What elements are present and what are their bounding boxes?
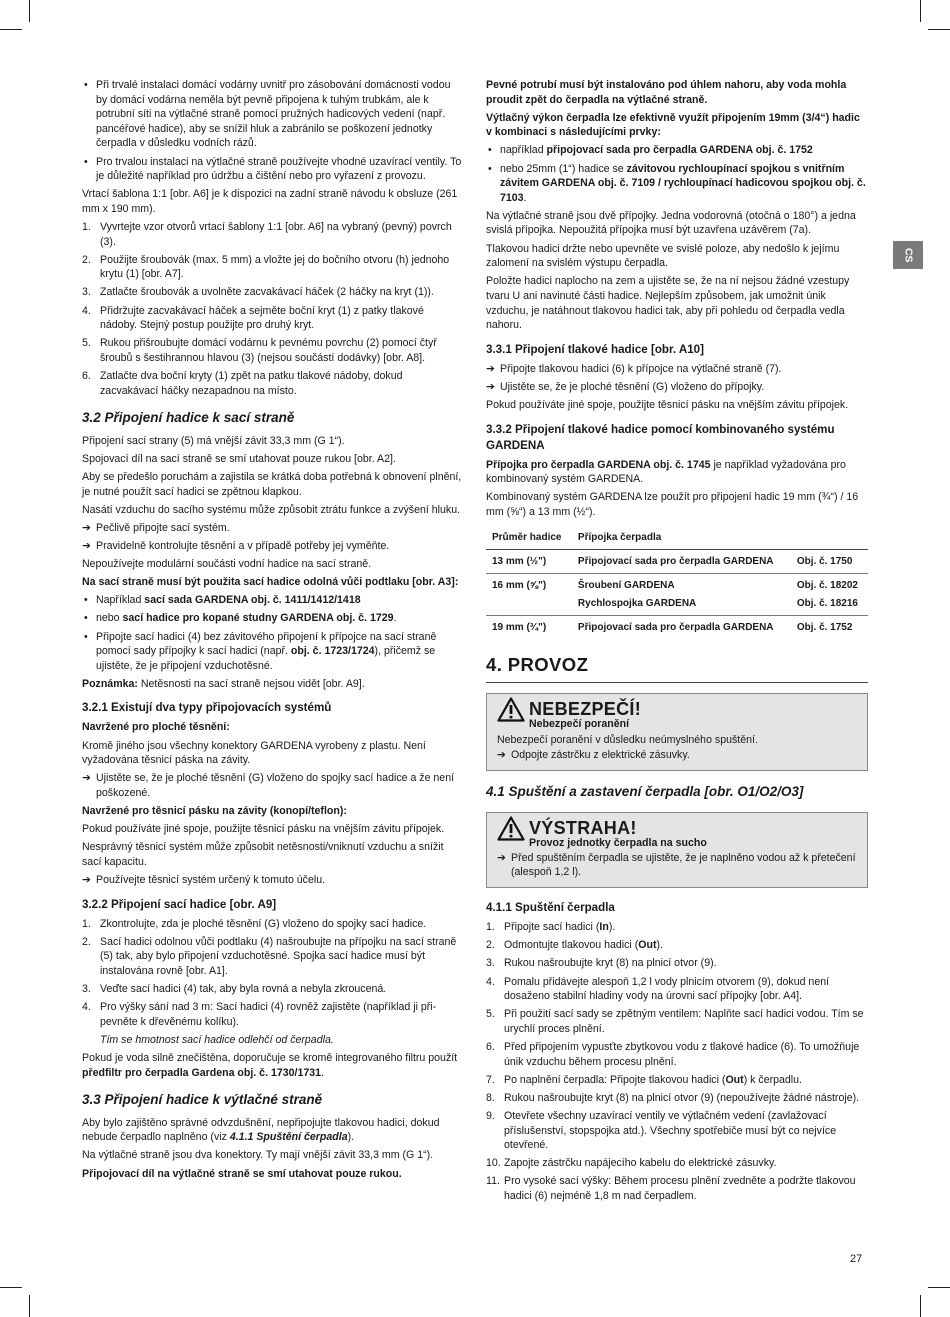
instruction: ➔ Před spuštěním čerpadla se ujistěte, že je naplněno vodou až k přetečení (alespoň 1,2 l). bbox=[497, 851, 856, 879]
list-item: 4. Pro výšky sání nad 3 m: Sací hadici (4) rovněž zajistěte (například ji připevněte k dřevěnému kolíku). bbox=[82, 1001, 437, 1028]
danger-text: Nebezpečí poranění v důsledku neúmyslného spuštění. bbox=[497, 733, 758, 746]
paragraph: Nesprávný těsnicí systém může způsobit netěsnosti/vniknutí vzduchu a snížit sací kapacitu. bbox=[82, 841, 444, 868]
crop-mark bbox=[0, 1287, 22, 1288]
table-cell: Šroubení GARDENA bbox=[572, 574, 791, 595]
list-item: 2. Odmontujte tlakovou hadici (Out). bbox=[486, 939, 663, 952]
list-item: 5. Rukou přišroubujte domácí vodárnu k pevnému povrchu (2) pomocí čtyř šroubů s šestihrannou hlavou (3) (nejsou součástí dodávky) [obr. A8]. bbox=[82, 337, 437, 364]
danger-subtitle: Nebezpečí poranění bbox=[529, 717, 630, 730]
list-item: 7. Po naplnění čerpadla: Připojte tlakovou hadici (Out) k čerpadlu. bbox=[486, 1073, 802, 1086]
list-item: 1. Vyvrtejte vzor otvorů vrtací šablony 1:1 [obr. A6] na vybraný (pevný) povrch (3). bbox=[82, 220, 452, 248]
install-steps bbox=[82, 220, 462, 398]
table-header-row bbox=[486, 527, 868, 549]
list-item: 4. Pomalu přidávejte alespoň 1,2 l vody plnicím otvorem (9), dokud není dosaženo stabilní hladiny vody na úrovni sací přípojky [obr. A4]. bbox=[486, 975, 830, 1003]
instruction: ➔ Pečlivě připojte sací systém. bbox=[82, 521, 230, 534]
list-item: 11. Pro vysoké sací výšky: Během procesu plnění zvedněte a podržte tlakovou hadici (6) nejméně 1,8 m nad čerpadlem. bbox=[486, 1175, 856, 1202]
caution-title: VÝSTRAHA! bbox=[529, 818, 637, 838]
table-cell: Obj. č. 18216 bbox=[796, 597, 858, 609]
instruction: ➔ Odpojte zástrčku z elektrické zásuvky. bbox=[497, 749, 690, 762]
table-cell: Rychlospojka GARDENA bbox=[577, 597, 697, 609]
instruction: ➔ Ujistěte se, že je ploché těsnění (G) vloženo do přípojky. bbox=[486, 380, 765, 393]
paragraph: Přípojka pro čerpadla GARDENA obj. č. 1745 je například vyžadována pro kombinovaný systém GARDENA. bbox=[486, 458, 846, 486]
paragraph: Nepoužívejte modulární součásti vodní hadice na sací straně. bbox=[82, 558, 372, 571]
paragraph: Připojení sací strany (5) má vnější závit 33,3 mm (G 1“). bbox=[82, 434, 345, 447]
paragraph: Spojovací díl na sací straně se smí utahovat pouze rukou [obr. A2]. bbox=[82, 452, 396, 465]
paragraph: Tlakovou hadici držte nebo upevněte ve svislé poloze, aby nedošlo k jejímu zalomení na svislém výstupu čerpadla. bbox=[486, 242, 840, 270]
list-item: 6. Před připojením vypusťte zbytkovou vodu z tlakové hadice (6). To umožňuje únik vzduchu během procesu plnění. bbox=[486, 1041, 860, 1068]
crop-mark bbox=[920, 1295, 921, 1317]
crop-mark bbox=[928, 1287, 950, 1288]
paragraph: Výtlačný výkon čerpadla lze efektivně využít připojením 19mm (3/4“) hadic v kombinaci s následujícími prvky: bbox=[486, 111, 860, 139]
table-row bbox=[486, 595, 868, 615]
page-number: 27 bbox=[850, 1253, 863, 1265]
list-item: • nebo sací hadice pro kopané studny GARDENA obj. č. 1729. bbox=[82, 611, 462, 626]
subsection-heading: 3.3.2 Připojení tlakové hadice pomocí kombinovaného systému GARDENA bbox=[486, 422, 835, 452]
bullet-list bbox=[82, 78, 462, 184]
table-cell: Připojovací sada pro čerpadla GARDENA bbox=[572, 550, 791, 574]
list-item: 1. Zkontrolujte, zda je ploché těsnění (G) vloženo do spojky sací hadice. bbox=[82, 917, 427, 930]
start-steps bbox=[486, 920, 868, 1203]
list-item: 5. Při použití sací sady se zpětným ventilem: Naplňte sací hadici vodou. Tím se urychlí proces plnění. bbox=[486, 1008, 864, 1035]
table-cell: Obj. č. 1752 bbox=[791, 615, 868, 638]
arrow-right-icon: ➔ bbox=[82, 539, 91, 552]
table-cell: 16 mm (⅝") bbox=[486, 574, 572, 595]
paragraph: Pevné potrubí musí být instalováno pod úhlem nahoru, aby voda mohla proudit zpět do čerpadla na výtlačné straně. bbox=[486, 79, 847, 106]
suction-steps bbox=[82, 917, 462, 1030]
table-cell: 19 mm (¾") bbox=[486, 615, 572, 638]
connector-table bbox=[486, 527, 868, 638]
list-item: • Pro trvalou instalaci na výtlačné straně používejte vhodné uzavírací ventily. To je důležité například pro údržbu a čištění nebo pro vyřazení z provozu. bbox=[82, 155, 462, 184]
table-cell bbox=[486, 595, 572, 615]
list-item: 2. Sací hadici odolnou vůči podtlaku (4) našroubujte na přípojku na sací straně (5) tak, aby bylo připojení vzduchotěsné. Spojka sací hadice musí být instalována rovně [obr. A1]. bbox=[82, 935, 457, 977]
bullet-list bbox=[82, 593, 462, 673]
instruction: ➔ Ujistěte se, že je ploché těsnění (G) vloženo do spojky sací hadice a že není poškozené. bbox=[82, 772, 455, 799]
table-cell: Obj. č. 18202 bbox=[791, 574, 868, 595]
list-item: 3. Rukou našroubujte kryt (8) na plnicí otvor (9). bbox=[486, 957, 717, 970]
table-cell: 13 mm (½") bbox=[486, 550, 572, 574]
list-item: 3. Zatlačte šroubovák a uvolněte zacvakávací háček (2 háčky na kryt (1)). bbox=[82, 286, 434, 299]
warning-triangle-icon bbox=[497, 697, 525, 722]
list-item: 2. Použijte šroubovák (max. 5 mm) a vložte jej do bočního otvoru (h) jednoho krytu (1) [obr. A7]. bbox=[82, 253, 450, 281]
crop-mark bbox=[928, 29, 950, 30]
caution-box bbox=[486, 812, 868, 888]
paragraph: Kombinovaný systém GARDENA lze použít pro připojení hadic 19 mm (¾“) / 16 mm (⅝“) a 13 mm (½“). bbox=[486, 491, 859, 518]
arrow-right-icon: ➔ bbox=[486, 380, 495, 393]
crop-mark bbox=[920, 0, 921, 22]
crop-mark bbox=[29, 1295, 30, 1317]
list-item: 3. Veďte sací hadici (4) tak, aby byla rovná a nebyla zkroucená. bbox=[82, 982, 387, 995]
list-item: 8. Rukou našroubujte kryt (8) na plnicí otvor (9) (nepoužívejte žádné nástroje). bbox=[486, 1091, 860, 1104]
subsection-heading: 3.3.1 Připojení tlakové hadice [obr. A10] bbox=[486, 342, 704, 356]
list-item: • například připojovací sada pro čerpadla GARDENA obj. č. 1752 bbox=[486, 143, 868, 158]
arrow-right-icon: ➔ bbox=[486, 362, 495, 375]
paragraph: Tím se hmotnost sací hadice odlehčí od čerpadla. bbox=[100, 1033, 334, 1046]
instruction: ➔ Pravidelně kontrolujte těsnění a v případě potřeby jej vyměňte. bbox=[82, 539, 390, 552]
subsection-heading: 3.2.2 Připojení sací hadice [obr. A9] bbox=[82, 897, 277, 911]
paragraph: Na sací straně musí být použita sací hadice odolná vůči podtlaku [obr. A3]: bbox=[82, 576, 459, 589]
arrow-right-icon: ➔ bbox=[497, 749, 506, 762]
paragraph: Pokud používáte jiné spoje, použijte těsnicí pásku na vnějším závitu přípojek. bbox=[486, 398, 849, 411]
list-item: • Připojte sací hadici (4) bez závitového připojení k přípojce na sací straně pomocí sady přípojky k sací hadici (např. obj. č. 1723/1724), přičemž se ujistěte, že je připojení vzduchotěsné. bbox=[82, 630, 462, 674]
language-tab: CS bbox=[893, 241, 923, 269]
paragraph: Aby bylo zajištěno správné odvzdušnění, nepřipojujte tlakovou hadici, dokud nebude čerpadlo naplněno (viz 4.1.1 Spuštění čerpadla). bbox=[82, 1116, 440, 1144]
arrow-right-icon: ➔ bbox=[82, 521, 91, 534]
subsection-heading: 3.2.1 Existují dva typy připojovacích systémů bbox=[82, 701, 332, 715]
list-item: 1. Připojte sací hadici (In). bbox=[486, 921, 616, 934]
table-row bbox=[486, 615, 868, 638]
paragraph: Na výtlačné straně jsou dva konektory. Ty mají vnější závit 33,3 mm (G 1“). bbox=[82, 1149, 434, 1162]
arrow-right-icon: ➔ bbox=[497, 851, 506, 864]
paragraph: Připojovací díl na výtlačné straně se smí utahovat pouze rukou. bbox=[82, 1167, 402, 1180]
list-item: 9. Otevřete všechny uzavírací ventily ve výtlačném vedení (zavlažovací příslušenství, stopspojka atd.). Všechny spotřebiče musí být co nejvíce otevřené. bbox=[486, 1109, 837, 1152]
paragraph: Položte hadici naplocho na zem a ujistěte se, že na ní nejsou žádné vzestupy tvaru U ani navinuté části hadice. Nejlepším způsobem, jak umožnit únik vzduchu, je natáhnout tlakovou hadici tak, aby při pohledu od čerpadla vedla nahoru. bbox=[486, 275, 850, 332]
section-heading: 4.1 Spuštění a zastavení čerpadla [obr. O1/O2/O3] bbox=[486, 784, 804, 800]
note: Poznámka: Netěsnosti na sací straně nejsou vidět [obr. A9]. bbox=[82, 677, 365, 690]
right-column bbox=[486, 78, 868, 1207]
paragraph: Aby se předešlo poruchám a zajistila se krátká doba potřebná k obnovení plnění, je nutné použít sací hadici se zpětnou klapkou. bbox=[82, 471, 462, 498]
warning-triangle-icon bbox=[497, 816, 525, 841]
paragraph: Navržené pro těsnicí pásku na závity (konopí/teflon): bbox=[82, 804, 347, 817]
table-row bbox=[486, 574, 868, 595]
list-item: • Při trvalé instalaci domácí vodárny uvnitř pro zásobování domácnosti vodou by domácí vodárna neměla být pevně připojena k tuhým trubkám, ale k potrubní síti na výtlačné straně pomocí pružných hadicových vedení (např. pancéřové hadice), aby se snížil hluk a zabránilo se poškození jednotky čerpadla v důsledku vodních rázů. bbox=[82, 78, 462, 151]
paragraph: Kromě jiného jsou všechny konektory GARDENA vyrobeny z plastu. Není vyžadována těsnicí páska na závity. bbox=[82, 739, 426, 767]
instruction: ➔ Používejte těsnicí systém určený k tomuto účelu. bbox=[82, 873, 326, 886]
table-header bbox=[791, 527, 868, 549]
list-item: 6. Zatlačte dva boční kryty (1) zpět na patku tlakové nádoby, dokud zacvakávací háčky nezapadnou na místo. bbox=[82, 369, 403, 397]
paragraph: Na výtlačné straně jsou dvě přípojky. Jedna vodorovná (otočná o 180°) a jedna svislá přípojka. Nepoužitá přípojka musí být uzavřena uzávěrem (7a). bbox=[486, 209, 856, 237]
bullet-list bbox=[486, 143, 868, 205]
arrow-right-icon: ➔ bbox=[82, 873, 91, 886]
paragraph: Navržené pro ploché těsnění: bbox=[82, 721, 230, 734]
chapter-heading: 4. PROVOZ bbox=[486, 652, 868, 683]
paragraph: Vrtací šablona 1:1 [obr. A6] je k dispozici na zadní straně návodu k obsluze (261 mm x 190 mm). bbox=[82, 188, 458, 215]
table-row bbox=[486, 550, 868, 574]
paragraph: Nasátí vzduchu do sacího systému může způsobit ztrátu funkce a zvýšení hluku. bbox=[82, 503, 461, 516]
paragraph: Pokud používáte jiné spoje, použijte těsnicí pásku na vnějším závitu přípojek. bbox=[82, 823, 445, 836]
subsection-heading: 4.1.1 Spuštění čerpadla bbox=[486, 901, 615, 915]
arrow-right-icon: ➔ bbox=[82, 772, 91, 785]
table-header: Průměr hadice bbox=[486, 527, 572, 549]
danger-title: NEBEZPEČÍ! bbox=[529, 699, 642, 720]
crop-mark bbox=[29, 0, 30, 22]
danger-box bbox=[486, 693, 868, 771]
caution-subtitle: Provoz jednotky čerpadla na sucho bbox=[529, 836, 707, 849]
section-heading: 3.3 Připojení hadice k výtlačné straně bbox=[82, 1092, 323, 1108]
paragraph: Pokud je voda silně znečištěna, doporučuje se kromě integrovaného filtru použít předfiltr pro čerpadla Gardena obj. č. 1730/1731. bbox=[82, 1051, 458, 1079]
table-cell: Obj. č. 1750 bbox=[791, 550, 868, 574]
section-heading: 3.2 Připojení hadice k sací straně bbox=[82, 410, 295, 426]
list-item: • nebo 25mm (1“) hadice se závitovou rychloupínací spojkou s vnitřním závitem GARDENA obj. č. 7109 / rychloupínací hadicovou spojkou obj. č. 7103. bbox=[486, 162, 868, 206]
table-cell: Připojovací sada pro čerpadla GARDENA bbox=[572, 615, 791, 638]
left-column bbox=[82, 78, 462, 1185]
crop-mark bbox=[0, 29, 22, 30]
list-item: • Například sací sada GARDENA obj. č. 1411/1412/1418 bbox=[82, 593, 462, 608]
list-item: 4. Přidržujte zacvakávací háček a sejměte boční kryt (1) z patky tlakové nádoby. Stejný postup použijte pro druhý kryt. bbox=[82, 304, 424, 332]
table-header: Přípojka čerpadla bbox=[572, 527, 791, 549]
list-item: 10. Zapojte zástrčku napájecího kabelu do elektrické zásuvky. bbox=[486, 1157, 777, 1170]
instruction: ➔ Připojte tlakovou hadici (6) k přípojce na výtlačné straně (7). bbox=[486, 362, 782, 375]
